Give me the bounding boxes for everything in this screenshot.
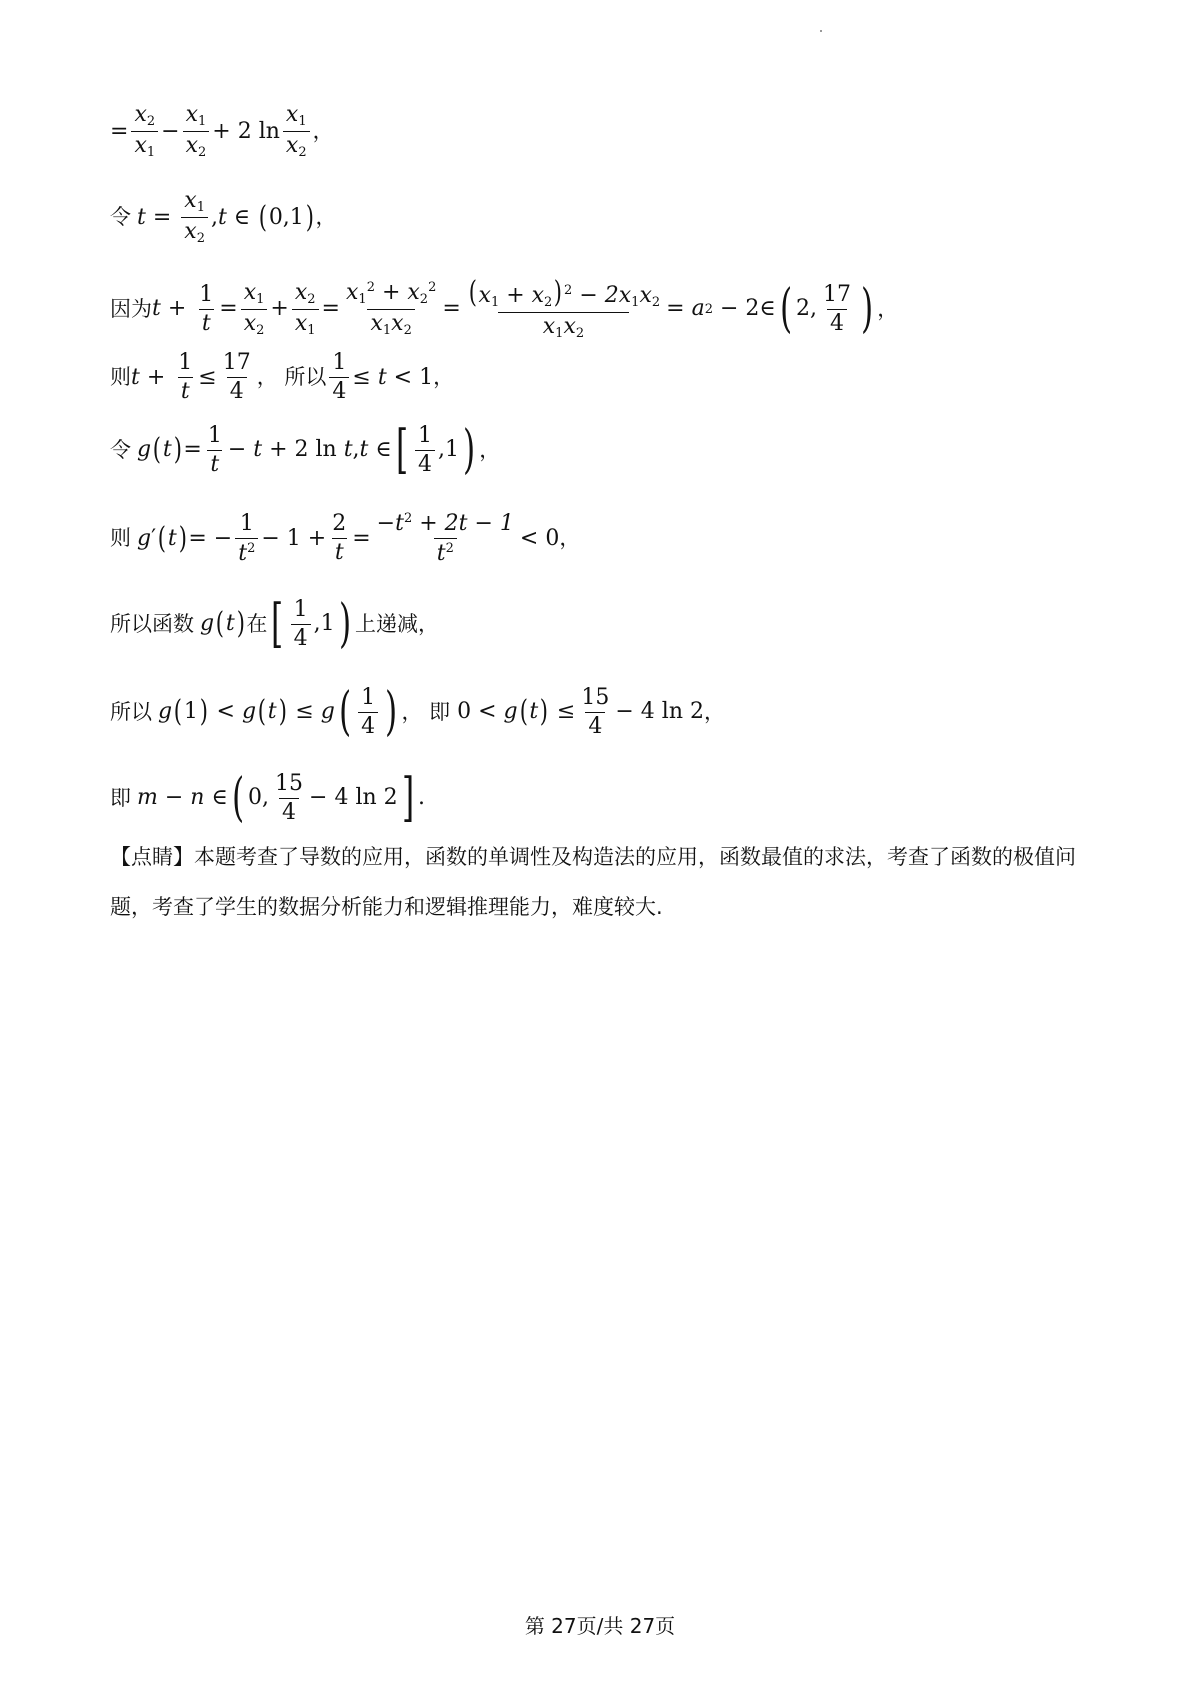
line-4-prefix: 则	[110, 365, 131, 389]
equation-line-5: 令 g ( t ) = $\frac{1}{t}$ − t + 2 ln t , t ∈ [ $\frac{1}{4}$ ,1 ) ，	[110, 420, 501, 480]
line-6-suffix: ，	[559, 526, 581, 550]
equation-line-6: 则 g ′ ( t ) = − $\frac{1}{t^2}$ − 1 + $\frac{2}{t}$ = $\frac{-t^2 + 2t - 1}{t^2}$ < 0 ，	[110, 510, 581, 566]
note-label: 【点睛】	[110, 845, 194, 869]
note-text: 本题考查了导数的应用，函数的单调性及构造法的应用，函数最值的求法，考查了函数的极值问题，考查了学生的数据分析能力和逻辑推理能力，难度较大.	[110, 845, 1076, 919]
equation-line-2: 令 t = $\frac{x_1}{x_2}$ , t ∈ ( 0,1 ) ，	[110, 188, 337, 246]
line-4-middle: ， 所以	[256, 365, 327, 389]
page-number: 第 27页/共 27页	[524, 1614, 676, 1638]
line-8-suffix: ，	[703, 699, 725, 724]
equation-line-3: 因为 t + $\frac{1}{t}$ = $\frac{x_1}{x_2}$ + $\frac{x_2}{x_1}$ = $\frac{x_1^2 + x_2^2}{x_1x_2}$ = $\frac{(x_1 + x_2) ^2 - 2x_1x_2}{x_1x_2}$ = a 2 − 2∈ ( 2, $\frac{17}{4}$ ) ，	[110, 275, 899, 341]
equation-line-7: 所以函数 g ( t ) 在 [ $\frac{1}{4}$ ,1 ) 上递减，	[110, 594, 439, 654]
equation-line-1: = $\frac{x_2}{x_1}$ − $\frac{x_1}{x_2}$ + 2 ln $\frac{x_1}{x_2}$ ，	[110, 102, 334, 160]
scan-speck	[820, 30, 822, 32]
line-5-prefix: 令	[110, 437, 131, 462]
line-5-suffix: ，	[479, 437, 501, 462]
equation-line-8: 所以 g ( 1 ) < g ( t ) ≤ g ( $\frac{1}{4}$ ) ， 即 0 < g ( t ) ≤ $\frac{15}{4}$ − 4 ln 2 ，	[110, 682, 725, 742]
line-3-prefix: 因为	[110, 296, 152, 321]
equation-line-4: 则 t + $\frac{1}{t}$ ≤ $\frac{17}{4}$ ， 所以 $\frac{1}{4}$ ≤ t < 1 ，	[110, 350, 455, 404]
line-7-suffix: 上递减，	[354, 611, 439, 636]
page-footer	[0, 1610, 1200, 1639]
line-7-prefix: 所以函数	[110, 611, 194, 636]
line-2-prefix: 令	[110, 205, 131, 229]
line-3-suffix: ，	[877, 296, 899, 321]
commentary-note	[110, 832, 1100, 932]
line-7-middle: 在	[246, 611, 268, 636]
line-8-prefix: 所以	[110, 699, 152, 724]
line-8-middle: ， 即	[401, 699, 451, 724]
line-9-suffix: .	[417, 785, 425, 810]
line-2-suffix: ，	[315, 205, 337, 229]
line-1-suffix: ，	[312, 119, 334, 143]
equation-line-9: 即 m − n ∈ ( 0, $\frac{15}{4}$ − 4 ln 2 ] .	[110, 768, 425, 828]
line-4-suffix: ，	[433, 365, 455, 389]
line-9-prefix: 即	[110, 785, 131, 810]
line-6-prefix: 则	[110, 526, 131, 550]
